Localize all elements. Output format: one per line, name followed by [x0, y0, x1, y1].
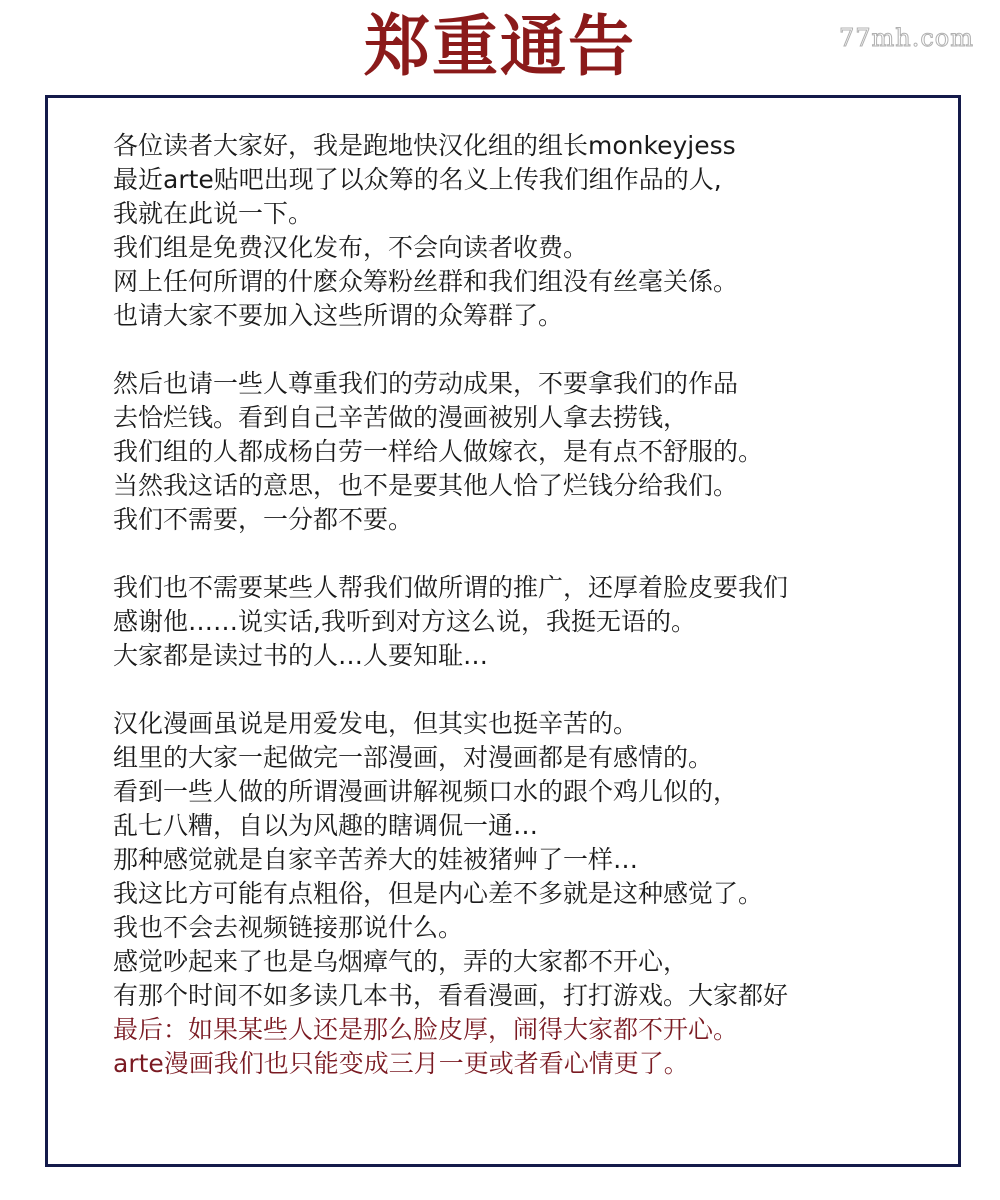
notice-line: 然后也请一些人尊重我们的劳动成果，不要拿我们的作品 [113, 369, 739, 398]
notice-line: 我们也不需要某些人帮我们做所谓的推广，还厚着脸皮要我们 [113, 573, 789, 602]
notice-line: 我们组是免费汉化发布，不会向读者收费。 [113, 233, 589, 262]
notice-line: 组里的大家一起做完一部漫画，对漫画都是有感情的。 [113, 743, 714, 772]
notice-line: 我这比方可能有点粗俗，但是内心差不多就是这种感觉了。 [113, 879, 764, 908]
notice-line: 去恰烂钱。看到自己辛苦做的漫画被别人拿去捞钱， [113, 403, 689, 432]
paragraph-2 [113, 367, 933, 537]
paragraph-3 [113, 571, 933, 673]
paragraph-4 [113, 707, 933, 1081]
highlight-line: arte漫画我们也只能变成三月一更或者看心情更了。 [113, 1049, 689, 1078]
notice-line: 最近arte贴吧出现了以众筹的名义上传我们组作品的人, [113, 165, 722, 194]
highlight-line: 最后：如果某些人还是那么脸皮厚，闹得大家都不开心。 [113, 1015, 739, 1044]
paragraph-1 [113, 129, 933, 333]
notice-line: 那种感觉就是自家辛苦养大的娃被猪艸了一样… [113, 845, 639, 874]
notice-line: 感觉吵起来了也是乌烟瘴气的，弄的大家都不开心， [113, 947, 689, 976]
notice-line: 也请大家不要加入这些所谓的众筹群了。 [113, 301, 564, 330]
notice-line: 乱七八糟，自以为风趣的瞎调侃一通… [113, 811, 539, 840]
page-title: 郑重通告 [364, 8, 636, 85]
notice-line: 网上任何所谓的什麽众筹粉丝群和我们组没有丝毫关係。 [113, 267, 739, 296]
paragraph-gap [113, 333, 933, 367]
notice-line: 看到一些人做的所谓漫画讲解视频口水的跟个鸡儿似的， [113, 777, 739, 806]
notice-line: 感谢他……说实话,我听到对方这么说，我挺无语的。 [113, 607, 696, 636]
paragraph-gap [113, 673, 933, 707]
notice-body [113, 129, 933, 1081]
notice-line: 我们组的人都成杨白劳一样给人做嫁衣，是有点不舒服的。 [113, 437, 764, 466]
notice-line: 有那个时间不如多读几本书，看看漫画，打打游戏。大家都好 [113, 981, 789, 1010]
notice-line: 我就在此说一下。 [113, 199, 314, 228]
notice-line: 我也不会去视频链接那说什么。 [113, 913, 464, 942]
notice-line: 当然我这话的意思，也不是要其他人恰了烂钱分给我们。 [113, 471, 739, 500]
watermark: 77mh.com [838, 24, 974, 52]
paragraph-gap [113, 537, 933, 571]
notice-line: 我们不需要，一分都不要。 [113, 505, 414, 534]
notice-line: 各位读者大家好，我是跑地快汉化组的组长monkeyjess [113, 131, 736, 160]
notice-line: 大家都是读过书的人…人要知耻… [113, 641, 489, 670]
notice-line: 汉化漫画虽说是用爱发电，但其实也挺辛苦的。 [113, 709, 639, 738]
